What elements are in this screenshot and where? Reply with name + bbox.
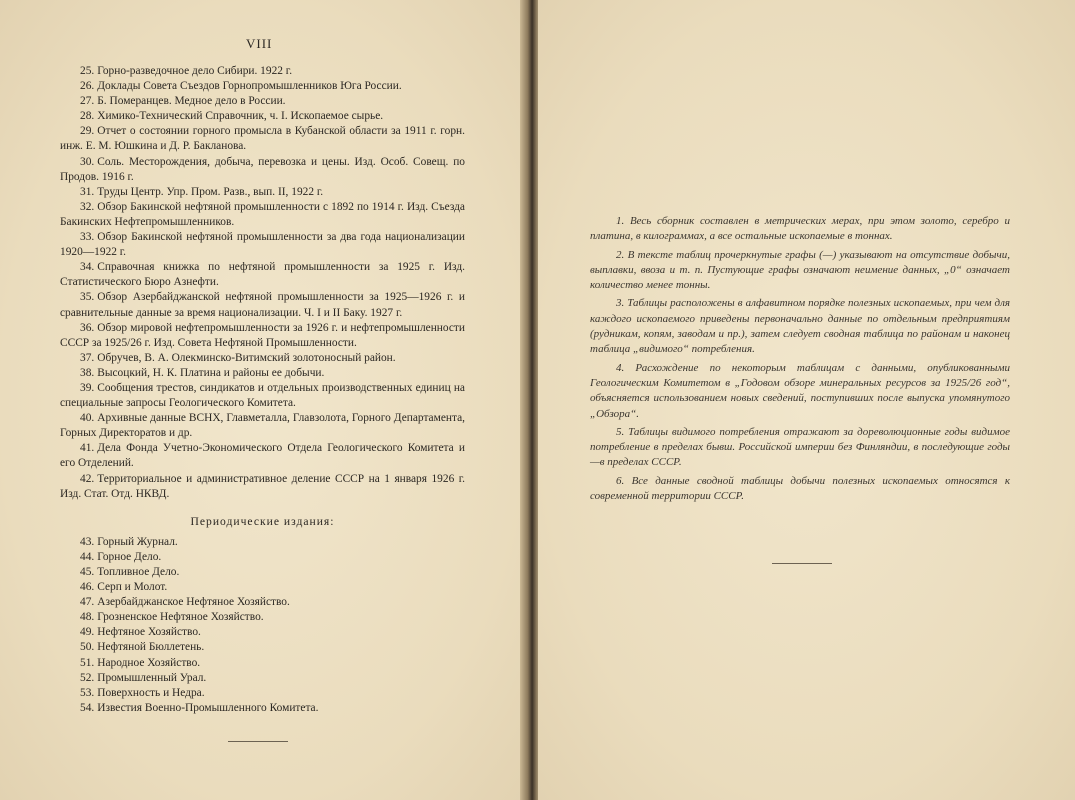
periodical-item: [60, 686, 465, 701]
periodical-number: 46.: [80, 581, 95, 594]
reference-number: 32.: [80, 200, 95, 213]
periodical-text: Нефтяной Бюллетень.: [97, 641, 205, 654]
periodical-number: 52.: [80, 671, 95, 684]
reference-number: 26.: [80, 80, 95, 93]
periodical-text: Горный Журнал.: [97, 535, 178, 548]
reference-number: 31.: [80, 185, 95, 198]
reference-item: [60, 230, 465, 260]
periodical-text: Нефтяное Хозяйство.: [97, 626, 201, 639]
reference-item: [60, 94, 465, 109]
reference-text: Отчет о состоянии горного промысла в Кубанской области за 1911 г. горн. инж. Е. М. Юшкина и Д. Р. Бакланова.: [60, 125, 465, 153]
reference-item: [60, 200, 465, 230]
reference-text: Высоцкий, Н. К. Платина и районы ее добычи.: [97, 366, 325, 379]
reference-item: [60, 351, 465, 366]
reference-list: [60, 64, 465, 716]
periodical-item: [60, 656, 465, 671]
reference-item: [60, 64, 465, 79]
periodical-item: [60, 610, 465, 625]
reference-text: Обзор Азербайджанской нефтяной промышленности за 1925—1926 г. и сравнительные данные за время национализации. Ч. I и II Баку. 1927 г.: [60, 291, 465, 319]
reference-text: Дела Фонда Учетно-Экономического Отдела Геологического Комитета и его Отделений.: [60, 442, 465, 470]
periodical-text: Известия Военно-Промышленного Комитета.: [97, 701, 319, 714]
reference-number: 40.: [80, 412, 95, 425]
reference-item: [60, 321, 465, 351]
reference-number: 28.: [80, 110, 95, 123]
reference-number: 36.: [80, 321, 95, 334]
reference-text: Химико-Технический Справочник, ч. I. Ископаемое сырье.: [97, 110, 384, 123]
reference-number: 38.: [80, 366, 95, 379]
periodical-number: 47.: [80, 596, 95, 609]
reference-item: [60, 124, 465, 154]
left-page: [0, 0, 525, 800]
note-paragraph: 4. Расхождение по некоторым таблицам с данными, опубликованными Геологическим Комитетом в „Годовом обзоре минеральных ресурсов за 1925/26 год“, объясняется использованием новых сведений, поступивших после выпуска упомянутого „Обзора“.: [590, 361, 1010, 420]
reference-number: 41.: [80, 442, 95, 455]
reference-text: Доклады Совета Съездов Горнопромышленников Юга России.: [97, 80, 402, 93]
reference-text: Б. Померанцев. Медное дело в России.: [97, 95, 286, 108]
end-divider: [228, 741, 288, 742]
periodical-item: [60, 580, 465, 595]
reference-item: [60, 185, 465, 200]
periodical-item: [60, 535, 465, 550]
periodicals-heading: Периодические издания:: [190, 514, 335, 528]
periodical-number: 54.: [80, 701, 95, 714]
reference-number: 30.: [80, 155, 95, 168]
reference-number: 33.: [80, 231, 95, 244]
periodical-number: 51.: [80, 656, 95, 669]
periodical-text: Азербайджанское Нефтяное Хозяйство.: [97, 596, 290, 609]
periodical-item: [60, 550, 465, 565]
periodical-item: [60, 701, 465, 716]
reference-number: 39.: [80, 381, 95, 394]
notes-end-divider: [772, 563, 832, 564]
page-number: VIII: [246, 36, 273, 51]
reference-item: [60, 381, 465, 411]
note-paragraph: 5. Таблицы видимого потребления отражают за дореволюционные годы видимое потребление в пределах бывш. Российской империи без Финляндии, в последующие годы—в пределах СССР.: [590, 425, 1010, 469]
reference-number: 35.: [80, 291, 95, 304]
periodical-text: Поверхность и Недра.: [97, 686, 205, 699]
note-paragraph: 6. Все данные сводной таблицы добычи полезных ископаемых относятся к современной территории СССР.: [590, 474, 1010, 503]
periodical-item: [60, 625, 465, 640]
reference-text: Соль. Месторождения, добыча, перевозка и цены. Изд. Особ. Совещ. по Продов. 1916 г.: [60, 155, 465, 183]
periodical-item: [60, 671, 465, 686]
editorial-notes: [590, 214, 1010, 507]
reference-item: [60, 411, 465, 441]
reference-text: Обзор Бакинской нефтяной промышленности с 1892 по 1914 г. Изд. Съезда Бакинских Нефтепромышленников.: [60, 200, 465, 228]
periodical-number: 53.: [80, 686, 95, 699]
reference-number: 29.: [80, 125, 95, 138]
reference-text: Сообщения трестов, синдикатов и отдельных производственных единиц на специальные запросы Геологического Комитета.: [60, 381, 465, 410]
note-paragraph: 1. Весь сборник составлен в метрических мерах, при этом золото, серебро и платина, в килограммах, а все остальные ископаемые в тоннах.: [590, 215, 1010, 243]
periodical-text: Промышленный Урал.: [97, 671, 207, 684]
periodical-text: Народное Хозяйство.: [97, 656, 201, 669]
reference-number: 27.: [80, 95, 95, 108]
periodical-text: Грозненское Нефтяное Хозяйство.: [97, 611, 264, 624]
periodical-number: 44.: [80, 550, 95, 563]
periodical-text: Топливное Дело.: [97, 566, 180, 578]
reference-number: 34.: [80, 261, 95, 274]
periodical-number: 50.: [80, 641, 95, 654]
periodical-item: [60, 595, 465, 610]
note-paragraph: 2. В тексте таблиц прочеркнутые графы (—) указывают на отсутствие добычи, выплавки, ввоза и т. п. Пустующие графы означают неимение данных, „0“ означает количество менее тонны.: [590, 248, 1010, 292]
reference-item: [60, 472, 465, 502]
periodical-item: [60, 640, 465, 655]
reference-text: Архивные данные ВСНХ, Главметалла, Главзолота, Горного Департамента, Горных Директоратов и др.: [60, 412, 465, 440]
reference-number: 37.: [80, 351, 95, 364]
reference-item: [60, 109, 465, 124]
reference-text: Территориальное и административное деление СССР на 1 января 1926 г. Изд. Стат. Отд. НКВД.: [60, 472, 465, 500]
periodical-number: 48.: [80, 611, 95, 624]
periodical-text: Серп и Молот.: [97, 581, 168, 594]
periodical-number: 43.: [80, 535, 95, 548]
reference-number: 25.: [80, 65, 95, 77]
periodical-number: 45.: [80, 566, 95, 578]
reference-item: [60, 79, 465, 94]
reference-item: [60, 260, 465, 290]
periodical-number: 49.: [80, 626, 95, 639]
reference-text: Справочная книжка по нефтяной промышленности за 1925 г. Изд. Статистического Бюро Азнефти.: [60, 261, 465, 289]
reference-item: [60, 366, 465, 381]
reference-text: Обзор Бакинской нефтяной промышленности за два года национализации 1920—1922 г.: [60, 231, 465, 259]
periodicals-list: [60, 535, 465, 716]
reference-number: 42.: [80, 472, 95, 485]
periodical-text: Горное Дело.: [97, 550, 162, 563]
numbered-references: [60, 64, 465, 502]
reference-text: Обручев, В. А. Олекминско-Витимский золотоносный район.: [97, 351, 396, 364]
note-paragraph: 3. Таблицы расположены в алфавитном порядке полезных ископаемых, при чем для каждого ископаемого приведены первоначально данные по отдельным предприятиям (рудникам, копям, заводам и пр.), затем следует сводная таблица по районам и наконец таблица „видимого“ потребления.: [590, 297, 1010, 356]
reference-item: [60, 441, 465, 471]
periodical-item: [60, 565, 465, 580]
reference-item: [60, 290, 465, 320]
reference-text: Обзор мировой нефтепромышленности за 1926 г. и нефтепромышленности СССР за 1925/26 г. Изд. Совета Нефтяной Промышленности.: [60, 321, 465, 349]
reference-item: [60, 155, 465, 185]
reference-text: Горно-разведочное дело Сибири. 1922 г.: [97, 65, 293, 77]
reference-text: Труды Центр. Упр. Пром. Разв., вып. II, 1922 г.: [97, 185, 324, 198]
